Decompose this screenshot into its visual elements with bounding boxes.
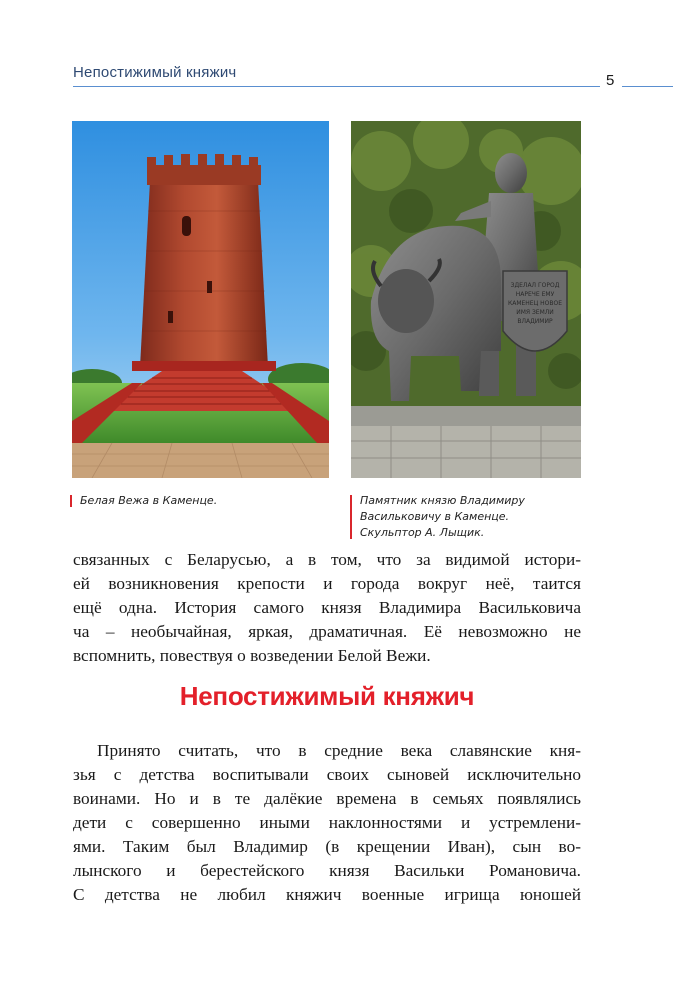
- caption-line: Васильковичу в Каменце.: [360, 510, 510, 523]
- monument-illustration: [351, 121, 581, 478]
- text-line: ей возникновения крепости и города вокруг неё, таится: [73, 574, 581, 593]
- text-line: Принято считать, что в средние века славянские кня-: [97, 741, 581, 760]
- text-line: ями. Таким был Владимир (в крещении Иван), сын во-: [73, 837, 581, 856]
- shield-text-line: ИМЯ ЗЕМЛИ: [516, 309, 554, 316]
- shield-text-line: КАМЕНЕЦ НОВОЕ: [507, 300, 563, 307]
- text-line: С детства не любил княжич военные игрища юношей: [73, 885, 581, 904]
- page-number: 5: [606, 72, 615, 89]
- text-line: лынского и берестейского князя Васильки Романовича.: [73, 861, 581, 880]
- caption-line: Скульптор А. Лыщик.: [360, 526, 485, 539]
- tower-photo: [72, 121, 329, 478]
- paragraph-2: [73, 739, 581, 907]
- shield-text-line: ЗДЕЛАЛ ГОРОД: [510, 282, 560, 289]
- monument-photo: [351, 121, 581, 478]
- caption-tower: [70, 493, 330, 509]
- paragraph-1: [73, 548, 581, 668]
- caption-monument: [350, 493, 590, 541]
- text-line: вспомнить, повествуя о возведении Белой Вежи.: [73, 646, 431, 665]
- tower-illustration: [72, 121, 329, 478]
- running-head: Непостижимый княжич: [73, 64, 237, 81]
- caption-line: Белая Вежа в Каменце.: [80, 494, 218, 507]
- text-line: дети с совершенно иными наклонностями и устремлени-: [73, 813, 581, 832]
- shield-text-line: НАРЕЧЕ ЕМУ: [515, 291, 555, 298]
- shield-text-line: ВЛАДИМИР: [517, 318, 553, 325]
- caption-line: Памятник князю Владимиру: [360, 494, 525, 507]
- text-line: ча – необычайная, яркая, драматичная. Её невозможно не: [73, 622, 581, 641]
- text-line: зья с детства воспитывали своих сыновей исключительно: [73, 765, 581, 784]
- header-rule: [73, 86, 600, 87]
- section-title: Непостижимый княжич: [179, 681, 475, 711]
- text-line: воинами. Но и в те далёкие времена в семьях появлялись: [73, 789, 581, 808]
- text-line: связанных с Беларусью, а в том, что за видимой истори-: [73, 550, 581, 569]
- text-line: ещё одна. История самого князя Владимира Васильковича: [73, 598, 581, 617]
- header-rule-right: [622, 86, 673, 87]
